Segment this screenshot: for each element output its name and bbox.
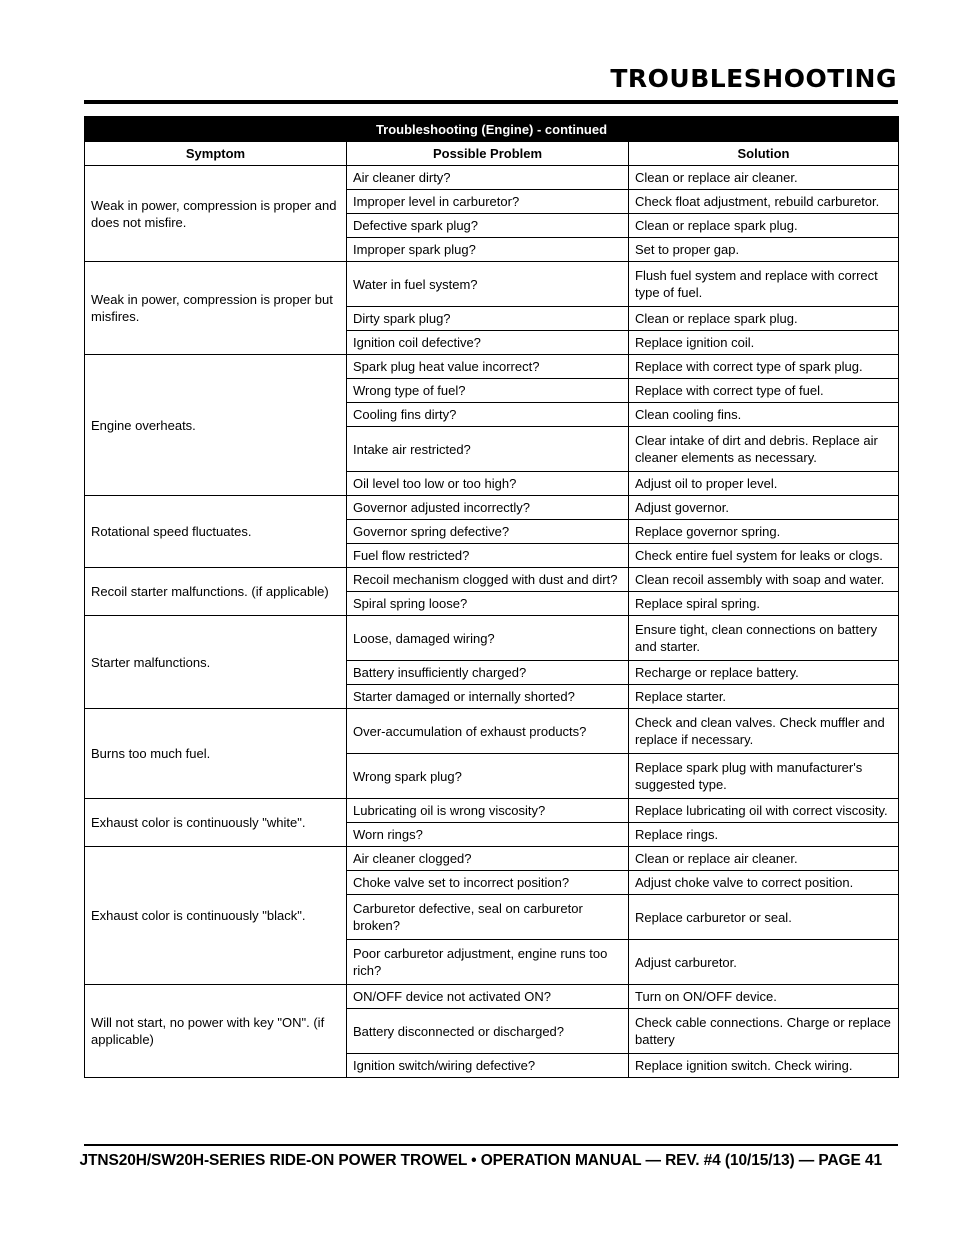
problem-cell: Governor spring defective? xyxy=(347,520,629,544)
problem-cell: Oil level too low or too high? xyxy=(347,472,629,496)
problem-cell: Recoil mechanism clogged with dust and dirt? xyxy=(347,568,629,592)
problem-cell: Wrong type of fuel? xyxy=(347,379,629,403)
problem-cell: Water in fuel system? xyxy=(347,262,629,307)
problem-cell: Battery insufficiently charged? xyxy=(347,661,629,685)
problem-cell: Poor carburetor adjustment, engine runs too rich? xyxy=(347,940,629,985)
problem-cell: Improper level in carburetor? xyxy=(347,190,629,214)
solution-cell: Clear intake of dirt and debris. Replace air cleaner elements as necessary. xyxy=(629,427,899,472)
table-row xyxy=(85,985,899,1009)
solution-cell: Check cable connections. Charge or replace battery xyxy=(629,1009,899,1054)
table-row xyxy=(85,709,899,754)
problem-cell: Ignition switch/wiring defective? xyxy=(347,1054,629,1078)
solution-cell: Check entire fuel system for leaks or clogs. xyxy=(629,544,899,568)
table-row xyxy=(85,496,899,520)
problem-cell: Air cleaner dirty? xyxy=(347,166,629,190)
problem-cell: Choke valve set to incorrect position? xyxy=(347,871,629,895)
table-caption: Troubleshooting (Engine) - continued xyxy=(85,117,899,142)
solution-cell: Replace spark plug with manufacturer's suggested type. xyxy=(629,754,899,799)
solution-cell: Ensure tight, clean connections on battery and starter. xyxy=(629,616,899,661)
problem-cell: Defective spark plug? xyxy=(347,214,629,238)
table-row xyxy=(85,568,899,592)
problem-cell: Air cleaner clogged? xyxy=(347,847,629,871)
solution-cell: Replace ignition coil. xyxy=(629,331,899,355)
problem-cell: Lubricating oil is wrong viscosity? xyxy=(347,799,629,823)
table-row xyxy=(85,847,899,871)
problem-cell: Spiral spring loose? xyxy=(347,592,629,616)
header-symptom: Symptom xyxy=(85,142,347,166)
solution-cell: Clean recoil assembly with soap and water. xyxy=(629,568,899,592)
solution-cell: Adjust oil to proper level. xyxy=(629,472,899,496)
solution-cell: Flush fuel system and replace with correct type of fuel. xyxy=(629,262,899,307)
symptom-cell: Exhaust color is continuously "white". xyxy=(85,799,347,847)
solution-cell: Recharge or replace battery. xyxy=(629,661,899,685)
troubleshooting-table xyxy=(84,116,899,1078)
table-row xyxy=(85,799,899,823)
problem-cell: Spark plug heat value incorrect? xyxy=(347,355,629,379)
problem-cell: Improper spark plug? xyxy=(347,238,629,262)
solution-cell: Clean or replace spark plug. xyxy=(629,214,899,238)
solution-cell: Replace rings. xyxy=(629,823,899,847)
table-row xyxy=(85,355,899,379)
solution-cell: Adjust carburetor. xyxy=(629,940,899,985)
solution-cell: Turn on ON/OFF device. xyxy=(629,985,899,1009)
symptom-cell: Engine overheats. xyxy=(85,355,347,496)
solution-cell: Replace lubricating oil with correct viscosity. xyxy=(629,799,899,823)
problem-cell: Carburetor defective, seal on carburetor broken? xyxy=(347,895,629,940)
solution-cell: Adjust choke valve to correct position. xyxy=(629,871,899,895)
solution-cell: Replace spiral spring. xyxy=(629,592,899,616)
header-solution: Solution xyxy=(629,142,899,166)
problem-cell: Loose, damaged wiring? xyxy=(347,616,629,661)
solution-cell: Adjust governor. xyxy=(629,496,899,520)
solution-cell: Replace with correct type of spark plug. xyxy=(629,355,899,379)
problem-cell: Dirty spark plug? xyxy=(347,307,629,331)
problem-cell: Fuel flow restricted? xyxy=(347,544,629,568)
footer-rule xyxy=(84,1144,898,1146)
solution-cell: Replace carburetor or seal. xyxy=(629,895,899,940)
solution-cell: Check float adjustment, rebuild carburetor. xyxy=(629,190,899,214)
table-body xyxy=(85,166,899,1078)
solution-cell: Replace governor spring. xyxy=(629,520,899,544)
solution-cell: Set to proper gap. xyxy=(629,238,899,262)
solution-cell: Clean or replace air cleaner. xyxy=(629,847,899,871)
title-rule xyxy=(84,100,898,104)
problem-cell: ON/OFF device not activated ON? xyxy=(347,985,629,1009)
solution-cell: Replace with correct type of fuel. xyxy=(629,379,899,403)
page-title: TROUBLESHOOTING xyxy=(610,64,897,93)
problem-cell: Wrong spark plug? xyxy=(347,754,629,799)
symptom-cell: Will not start, no power with key "ON". (if applicable) xyxy=(85,985,347,1078)
problem-cell: Over-accumulation of exhaust products? xyxy=(347,709,629,754)
symptom-cell: Starter malfunctions. xyxy=(85,616,347,709)
symptom-cell: Rotational speed fluctuates. xyxy=(85,496,347,568)
problem-cell: Ignition coil defective? xyxy=(347,331,629,355)
symptom-cell: Recoil starter malfunctions. (if applicable) xyxy=(85,568,347,616)
solution-cell: Clean or replace air cleaner. xyxy=(629,166,899,190)
solution-cell: Clean cooling fins. xyxy=(629,403,899,427)
solution-cell: Replace ignition switch. Check wiring. xyxy=(629,1054,899,1078)
symptom-cell: Burns too much fuel. xyxy=(85,709,347,799)
table-row xyxy=(85,262,899,307)
problem-cell: Worn rings? xyxy=(347,823,629,847)
header-possible-problem: Possible Problem xyxy=(347,142,629,166)
problem-cell: Cooling fins dirty? xyxy=(347,403,629,427)
page-footer: JTNS20H/SW20H-SERIES RIDE-ON POWER TROWEL • OPERATION MANUAL — REV. #4 (10/15/13) — PAGE 41 xyxy=(79,1152,882,1169)
solution-cell: Check and clean valves. Check muffler and replace if necessary. xyxy=(629,709,899,754)
problem-cell: Starter damaged or internally shorted? xyxy=(347,685,629,709)
symptom-cell: Weak in power, compression is proper and does not misfire. xyxy=(85,166,347,262)
problem-cell: Battery disconnected or discharged? xyxy=(347,1009,629,1054)
solution-cell: Clean or replace spark plug. xyxy=(629,307,899,331)
table-row xyxy=(85,166,899,190)
solution-cell: Replace starter. xyxy=(629,685,899,709)
symptom-cell: Exhaust color is continuously "black". xyxy=(85,847,347,985)
problem-cell: Governor adjusted incorrectly? xyxy=(347,496,629,520)
problem-cell: Intake air restricted? xyxy=(347,427,629,472)
table-row xyxy=(85,616,899,661)
symptom-cell: Weak in power, compression is proper but misfires. xyxy=(85,262,347,355)
